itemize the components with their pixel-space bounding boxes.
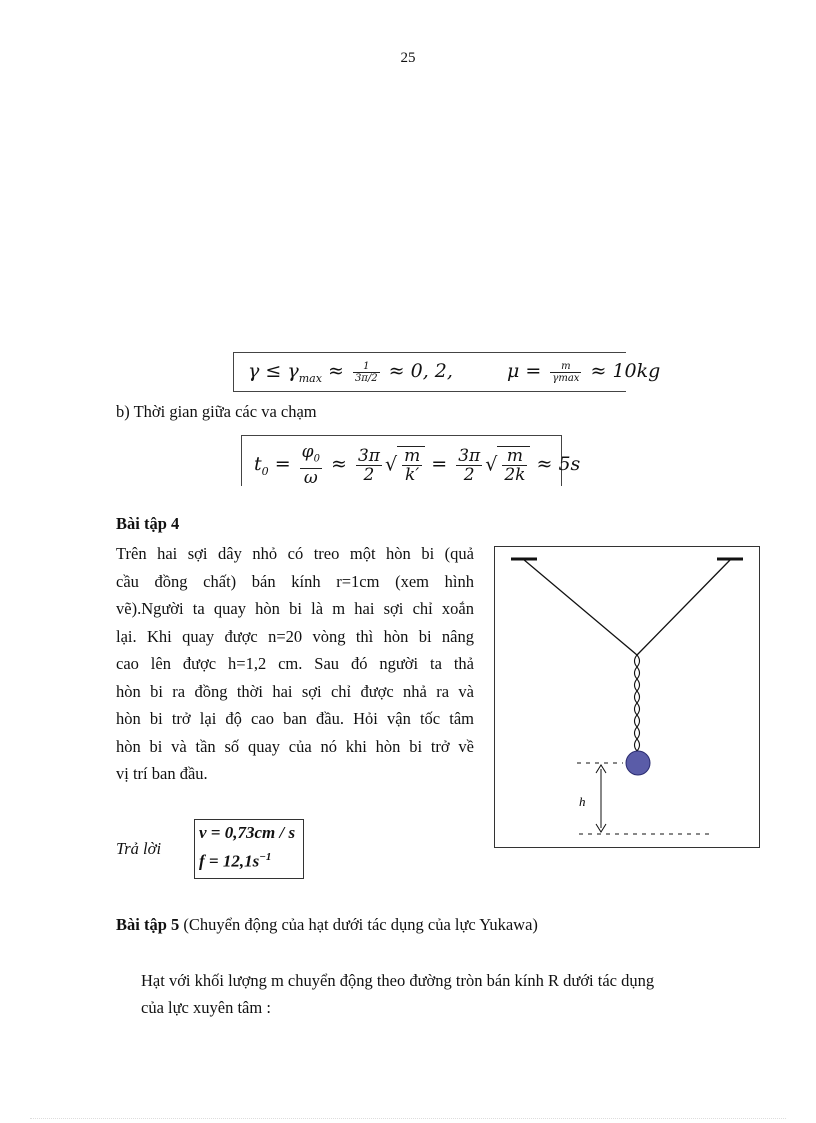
formula-t0-two-b: 2 — [463, 464, 475, 485]
formula-mu-num: m — [550, 361, 581, 373]
formula-t0-3pi-b: 3π — [458, 445, 481, 466]
pendulum-diagram — [495, 547, 759, 847]
formula-t0-m-a: m — [404, 446, 421, 467]
formula-gamma-sub: max — [298, 371, 322, 385]
answer-frequency: $f = 12,1s^{-1}$ — [199, 851, 272, 871]
formula-t0-m-b: m — [502, 447, 527, 466]
exercise5-line-2: của lực xuyên tâm : — [141, 998, 271, 1017]
exercise5-heading — [116, 911, 538, 939]
exercise4-line-9: vị trí ban đầu. — [116, 764, 208, 783]
formula-t0-3pi-a: 3π — [357, 445, 380, 466]
formula-t0-eq2: = — [431, 453, 448, 476]
exercise4-paragraph — [116, 540, 474, 788]
formula-mu-fraction — [550, 361, 581, 384]
exercise4-line-3: vẽ).Người ta quay hòn bi là m hai sợi chỉ xoắn — [116, 599, 474, 618]
formula-t0-box — [241, 435, 581, 489]
exercise4-line-4: lại. Khi quay được n=20 vòng thì hòn bi nâng — [116, 626, 474, 646]
formula-t0-omega: ω — [303, 468, 318, 489]
formula-t0-frac-phi — [300, 443, 322, 487]
formula-t0-two-a: 2 — [363, 464, 375, 485]
formula-t0-eq: = — [274, 453, 291, 476]
answer-label: Trả lời — [116, 839, 162, 858]
formula-gamma-frac-den: 3π/2 — [354, 372, 378, 384]
footer-divider — [30, 1118, 786, 1119]
page-number: 25 — [400, 50, 416, 66]
exercise4-line-5: cao lên được h=1,2 cm. Sau đó người ta thả — [116, 654, 474, 673]
formula-t0-sqrt-b: √ $\frac{m}{2k}$ — [485, 446, 530, 484]
twisted-thread — [635, 655, 640, 751]
formula-gamma-frac-num: 1 — [353, 361, 380, 373]
exercise4-line-6: hòn bi ra đồng thời hai sợi chỉ được nhả ra và — [116, 681, 474, 701]
formula-t0-frac-3pi-a — [356, 447, 382, 484]
left-thread — [523, 559, 637, 655]
exercise4-title: Bài tập 4 — [116, 514, 180, 533]
formula-t0-2k: 2k — [504, 465, 526, 486]
formula-t0-approx: ≈ — [330, 453, 347, 476]
exercise5-title: Bài tập 5 — [116, 915, 180, 934]
formula-t0-sqrt-a: √ $\frac{m}{k'}$ — [385, 446, 425, 484]
formula-gamma-lhs: γ ≤ γ — [248, 360, 299, 382]
exercise4-line-1: Trên hai sợi dây nhỏ có treo một hòn bi (quả — [116, 544, 474, 563]
formula-t0-phi: $\varphi_0$ — [300, 443, 322, 469]
formula-t0-frac-3pi-b — [456, 447, 482, 484]
answer-box — [194, 819, 304, 879]
pendulum-figure — [494, 546, 760, 848]
formula-mu-lhs: μ = — [507, 360, 542, 382]
formula-gamma-fraction — [353, 361, 380, 384]
formula-mu-result: ≈ 10kg — [590, 360, 661, 382]
formula-t0-kprime: k′ — [405, 465, 420, 486]
formula-gamma-approx2: ≈ 0, 2, — [388, 360, 453, 382]
right-thread — [637, 559, 731, 655]
exercise4-line-2: cầu đồng chất) bán kính r=1cm (xem hình — [116, 571, 474, 591]
height-label: h — [579, 794, 586, 809]
formula-t0-sub: 0 — [261, 465, 269, 478]
ball — [626, 751, 650, 775]
formula-gamma-box — [233, 352, 661, 392]
formula-t0-lhs: t — [254, 453, 262, 476]
formula-gamma-approx1: ≈ — [327, 360, 344, 382]
exercise5-subtitle: (Chuyển động của hạt dưới tác dụng của lực Yukawa) — [183, 915, 538, 934]
answer-velocity: v = 0,73cm / s — [199, 823, 296, 842]
exercise5-line-1: Hạt với khối lượng m chuyển động theo đường tròn bán kính R dưới tác dụng — [141, 971, 655, 990]
exercise4-line-7: hòn bi trở lại độ cao ban đầu. Hỏi vận tốc tâm — [116, 709, 474, 728]
part-b-label: b) Thời gian giữa các va chạm — [116, 402, 317, 421]
exercise4-line-8: hòn bi và tần số quay của nó khi hòn bi trở về — [116, 736, 474, 756]
formula-t0-result: ≈ 5s — [536, 453, 581, 476]
formula-mu-den: γmax — [552, 372, 580, 384]
